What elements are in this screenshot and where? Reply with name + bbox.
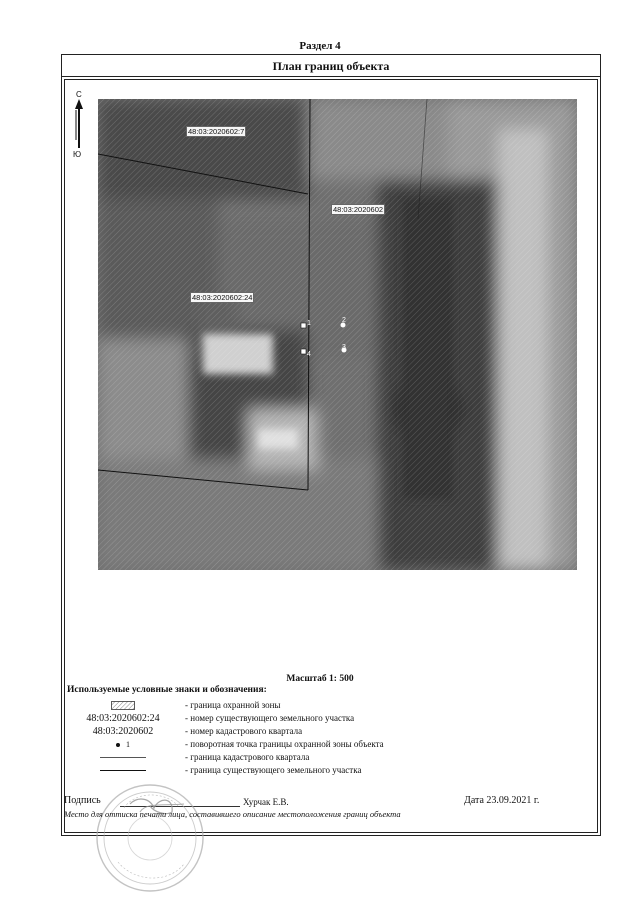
north-label: С xyxy=(76,90,82,99)
orthophoto-map xyxy=(98,99,577,570)
header-divider xyxy=(61,76,601,77)
map-canvas xyxy=(98,99,577,570)
legend-description: - номер существующего земельного участка xyxy=(185,713,355,723)
plan-title: План границ объекта xyxy=(272,59,390,73)
document-date: Дата 23.09.2021 г. xyxy=(464,795,540,806)
parcel-label: 48:03:2020602:24 xyxy=(192,293,253,302)
signatory-name: Хурчак Е.В. xyxy=(243,797,289,807)
parcel-boundary-symbol xyxy=(67,765,179,775)
turning-point-marker xyxy=(301,349,306,354)
turning-point-marker xyxy=(301,323,306,328)
seal-stamp-icon xyxy=(94,782,206,894)
legend-item xyxy=(67,700,597,713)
quarter-boundary-symbol xyxy=(67,752,179,762)
point-dot-icon xyxy=(116,743,120,747)
point-label: 3 xyxy=(342,344,346,351)
north-arrow-compass xyxy=(70,90,92,164)
protection-zone-symbol xyxy=(67,700,179,710)
point-label: 1 xyxy=(307,320,311,327)
legend-item xyxy=(67,726,597,739)
stamp-place-note: Место для оттиска печати лица, составившего описание местоположения границ объекта xyxy=(64,809,401,819)
hatched-box-icon xyxy=(111,701,135,710)
legend-description: - граница существующего земельного участка xyxy=(185,765,362,775)
legend-item xyxy=(67,752,597,765)
parcel-label: 48:03:2020602:7 xyxy=(188,127,245,136)
legend-description: - граница охранной зоны xyxy=(185,700,281,710)
south-label: Ю xyxy=(73,150,82,159)
legend-title: Используемые условные знаки и обозначения: xyxy=(67,685,267,695)
thin-line-icon xyxy=(100,757,146,758)
legend-item xyxy=(67,765,597,778)
section-title: Раздел 4 xyxy=(299,40,341,52)
legend-symbol-text: 48:03:2020602 xyxy=(92,726,154,737)
legend-symbol-text: 48:03:2020602:24 xyxy=(86,713,160,724)
quarter-label: 48:03:2020602 xyxy=(333,205,384,214)
turning-point-symbol xyxy=(67,739,179,749)
point-label: 2 xyxy=(342,317,346,324)
map-scale: Масштаб 1: 500 xyxy=(286,674,354,684)
point-label: 4 xyxy=(307,351,311,358)
legend-symbol-text: 1 xyxy=(126,740,130,749)
legend-description: - номер кадастрового квартала xyxy=(185,726,303,736)
legend-item xyxy=(67,739,597,752)
legend-item xyxy=(67,713,597,726)
solid-line-icon xyxy=(100,770,146,771)
legend-description: - поворотная точка границы охранной зоны объекта xyxy=(185,739,384,749)
signature-label: Подпись xyxy=(64,795,101,806)
legend-description: - граница кадастрового квартала xyxy=(185,752,310,762)
